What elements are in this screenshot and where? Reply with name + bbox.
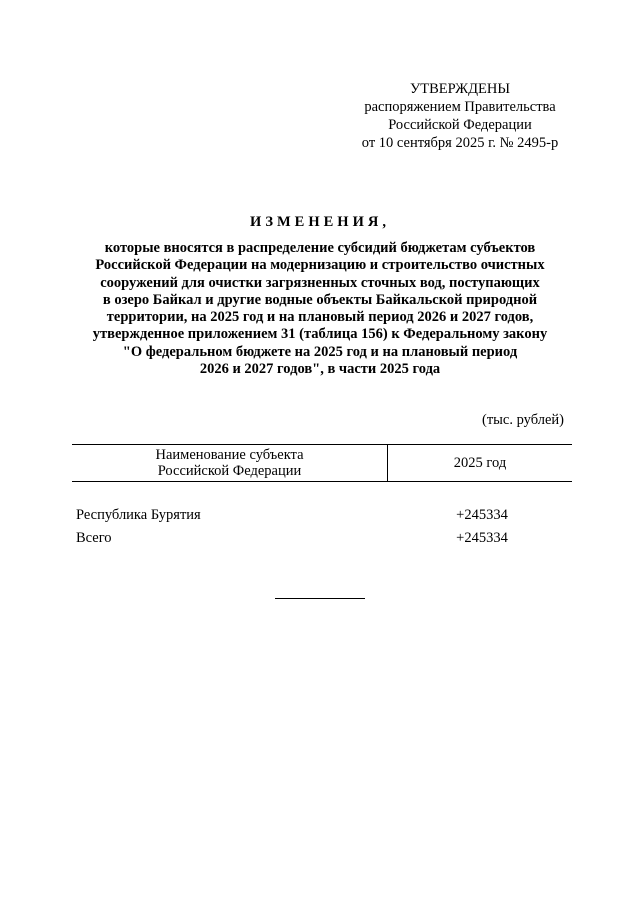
table-header bbox=[72, 444, 572, 482]
table-row bbox=[72, 527, 572, 550]
subtitle-line-8: 2026 и 2027 годов", в части 2025 года bbox=[199, 361, 441, 378]
header-subject-name-line-1: Наименование субъекта bbox=[155, 447, 304, 463]
approval-line-4: от 10 сентября 2025 г. № 2495-р bbox=[361, 135, 559, 151]
approval-line-3: Российской Федерации bbox=[388, 117, 532, 133]
subtitle-line-5: территории, на 2025 год и на плановый период 2026 и 2027 годов, bbox=[106, 309, 534, 326]
row-subject-name: Республика Бурятия bbox=[76, 507, 201, 523]
subsidy-table bbox=[72, 444, 572, 550]
approval-line-2: распоряжением Правительства bbox=[364, 99, 556, 115]
approval-block bbox=[330, 80, 590, 152]
subtitle-line-2: Российской Федерации на модернизацию и строительство очистных bbox=[95, 257, 545, 274]
units-label: (тыс. рублей) bbox=[482, 412, 564, 428]
table-row bbox=[72, 504, 572, 527]
header-subject-name-line-2: Российской Федерации bbox=[157, 463, 302, 479]
end-divider bbox=[275, 598, 365, 599]
approval-line-1: УТВЕРЖДЕНЫ bbox=[409, 81, 511, 97]
subtitle-line-3: сооружений для очистки загрязненных сточных вод, поступающих bbox=[100, 274, 540, 291]
subtitle-line-7: "О федеральном бюджете на 2025 год и на плановый период bbox=[122, 343, 518, 360]
document-subtitle bbox=[60, 240, 580, 378]
header-subject-name bbox=[72, 445, 388, 481]
table-body bbox=[72, 504, 572, 550]
subtitle-line-4: в озеро Байкал и другие водные объекты Байкальской природной bbox=[102, 291, 538, 308]
document-title: ИЗМЕНЕНИЯ, bbox=[250, 214, 390, 230]
subtitle-line-6: утвержденное приложением 31 (таблица 156) к Федеральному закону bbox=[92, 326, 548, 343]
row-subject-name: Всего bbox=[76, 530, 112, 546]
row-value: +245334 bbox=[456, 507, 508, 523]
subtitle-line-1: которые вносятся в распределение субсидий бюджетам субъектов bbox=[104, 240, 536, 256]
header-year: 2025 год bbox=[453, 454, 507, 471]
row-value: +245334 bbox=[456, 530, 508, 546]
